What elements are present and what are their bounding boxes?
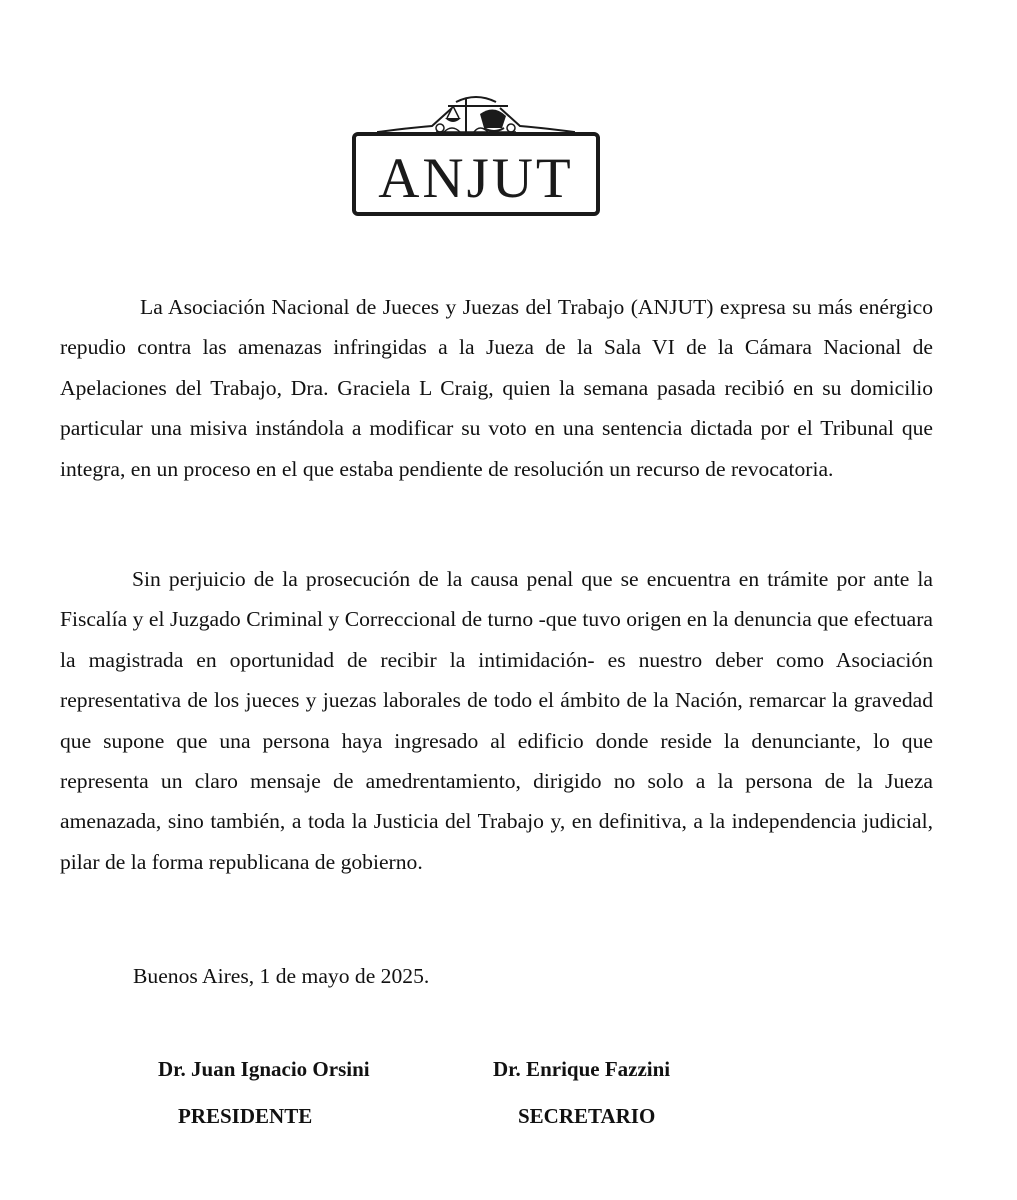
signatory-president-name: Dr. Juan Ignacio Orsini [158, 1057, 370, 1081]
scales-of-justice-icon [436, 98, 516, 132]
signatory-secretary-name: Dr. Enrique Fazzini [493, 1057, 671, 1081]
signatory-president-title: PRESIDENTE [178, 1104, 313, 1128]
place-and-date: Buenos Aires, 1 de mayo de 2025. [133, 964, 430, 988]
logo-wordmark: ANJUT [378, 147, 574, 210]
statement-paragraph-1: La Asociación Nacional de Jueces y Juezas del Trabajo (ANJUT) expresa su más enérgico repudio contra las amenazas infringidas a la Jueza de la Sala VI de la Cámara Nacional de Apelaciones del Trabajo, Dra. Graciela L Craig, quien la semana pasada recibió en su domicilio particular una misiva instándola a modificar su voto en una sentencia dictada por el Tribunal que integra, en un proceso en el que estaba pendiente de resolución un recurso de revocatoria. [60, 295, 933, 481]
statement-paragraph-2: Sin perjuicio de la prosecución de la causa penal que se encuentra en trámite por ante la Fiscalía y el Juzgado Criminal y Correccional de turno -que tuvo origen en la denuncia que efectuara la magistrada en oportunidad de recibir la intimidación- es nuestro deber como Asociación representativa de los jueces y juezas laborales de todo el ámbito de la Nación, remarcar la gravedad que supone que una persona haya ingresado al edificio donde reside la denunciante, lo que representa un claro mensaje de amedrentamiento, dirigido no solo a la persona de la Jueza amenazada, sino también, a toda la Justicia del Trabajo y, en definitiva, a la independencia judicial, pilar de la forma republicana de gobierno. [60, 567, 933, 874]
signatory-secretary-title: SECRETARIO [518, 1104, 656, 1128]
anjut-logo [348, 88, 604, 220]
